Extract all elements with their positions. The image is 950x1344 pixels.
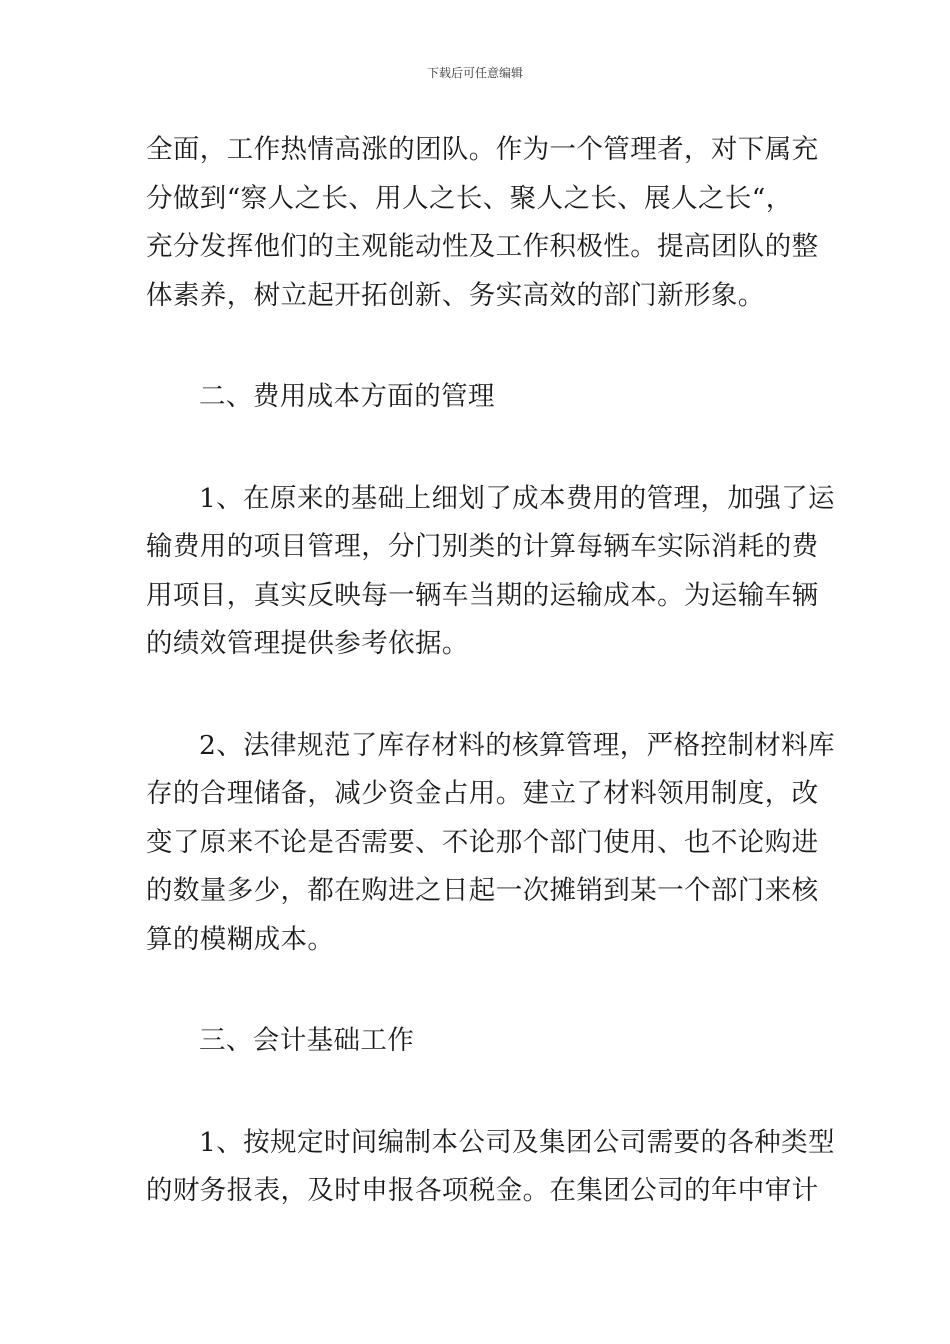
text-line: 用项目，真实反映每一辆车当期的运输成本。为运输车辆 xyxy=(146,579,819,611)
text-line: 体素养，树立起开拓创新、务实高效的部门新形象。 xyxy=(146,279,765,311)
text-line: 的绩效管理提供参考依据。 xyxy=(146,628,469,659)
section-heading: 三、会计基础工作 xyxy=(199,1025,415,1056)
text-line: 全面，工作热情高涨的团队。作为一个管理者，对下属充 xyxy=(146,134,819,165)
text-line: 充分发挥他们的主观能动性及工作积极性。提高团队的整 xyxy=(146,231,819,262)
paragraph-team-management xyxy=(146,126,819,320)
text-line: 的财务报表，及时申报各项税金。在集团公司的年中审计 xyxy=(146,1175,819,1206)
paragraph-cost-item-2 xyxy=(146,722,835,965)
text-line: 算的模糊成本。 xyxy=(146,923,335,955)
paragraph-cost-item-1 xyxy=(146,475,835,669)
text-line: 输费用的项目管理，分门别类的计算每辆车实际消耗的费 xyxy=(146,531,819,562)
text-line: 存的合理储备，减少资金占用。建立了材料领用制度，改 xyxy=(146,778,819,809)
text-line: 分做到“察人之长、用人之长、聚人之长、展人之长“， xyxy=(146,182,793,214)
page-header: 下载后可任意编辑 xyxy=(426,66,523,80)
text-line: 1、按规定时间编制本公司及集团公司需要的各种类型 xyxy=(199,1126,835,1158)
paragraph-accounting-item-1 xyxy=(146,1119,835,1216)
document-body xyxy=(146,126,835,1216)
section-heading-cost-management xyxy=(146,373,812,422)
text-line: 1、在原来的基础上细划了成本费用的管理，加强了运 xyxy=(199,482,835,514)
text-line: 2、法律规范了库存材料的核算管理，严格控制材料库 xyxy=(199,729,835,761)
text-line: 的数量多少，都在购进之日起一次摊销到某一个部门来核 xyxy=(146,875,819,906)
section-heading: 二、费用成本方面的管理 xyxy=(199,381,495,412)
text-line: 变了原来不论是否需要、不论那个部门使用、也不论购进 xyxy=(146,826,819,858)
section-heading-accounting-basics xyxy=(146,1017,812,1066)
